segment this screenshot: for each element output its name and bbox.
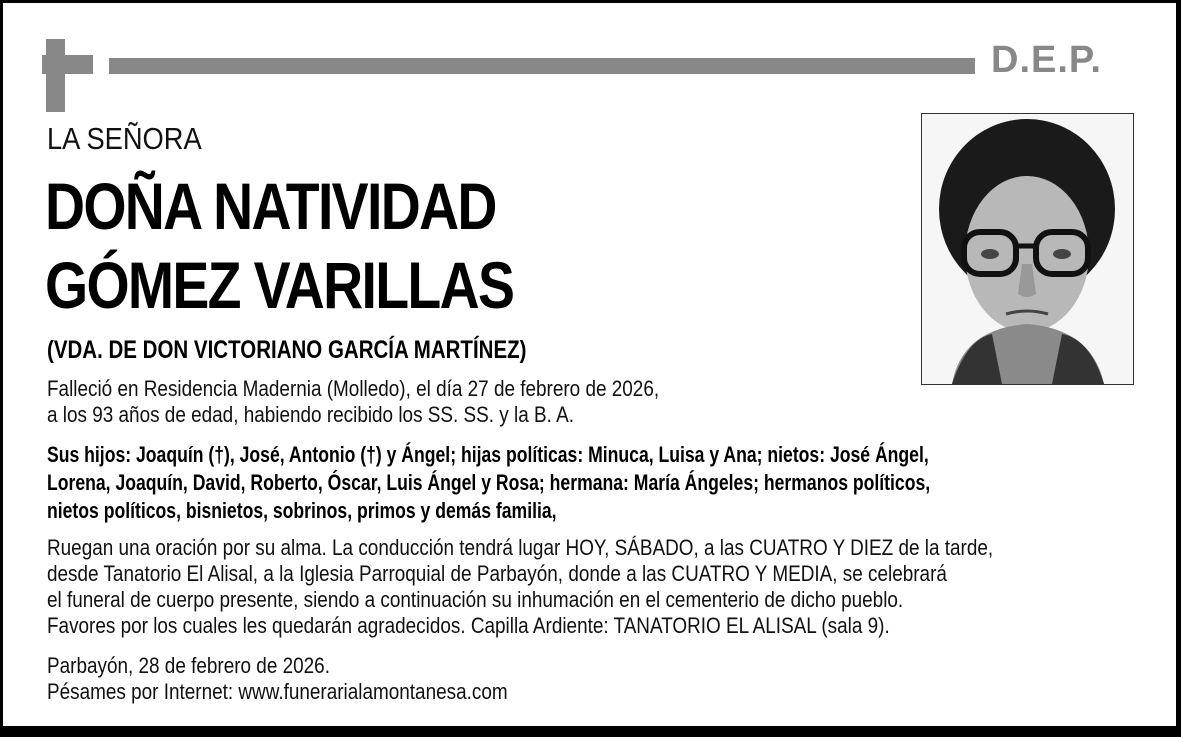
family-line-3: nietos políticos, bisnietos, sobrinos, primos y demás familia, <box>47 498 557 523</box>
service-line-1: Ruegan una oración por su alma. La conducción tendrá lugar HOY, SÁBADO, a las CUATRO Y DIEZ de la tarde, <box>47 535 994 560</box>
condolences-link: Pésames por Internet: www.funerarialamontanesa.com <box>47 679 508 704</box>
family-line-1: Sus hijos: Joaquín (†), José, Antonio (†) y Ángel; hijas políticas: Minuca, Luisa y Ana; nietos: José Ángel, <box>47 442 929 467</box>
deceased-name-line2: GÓMEZ VARILLAS <box>45 248 514 322</box>
widow-of: (VDA. DE DON VICTORIANO GARCÍA MARTÍNEZ) <box>47 336 527 364</box>
cross-icon-bar <box>42 55 93 74</box>
service-line-4: Favores por los cuales les quedarán agradecidos. Capilla Ardiente: TANATORIO EL ALISAL (sala 9). <box>47 613 890 638</box>
deceased-name-line1: DOÑA NATIVIDAD <box>45 169 496 243</box>
service-line-2: desde Tanatorio El Alisal, a la Iglesia Parroquial de Parbayón, donde a las CUATRO Y MEDIA, se celebrará <box>47 561 947 586</box>
family-line-2: Lorena, Joaquín, David, Roberto, Óscar, Luis Ángel y Rosa; hermana: María Ángeles; hermanos políticos, <box>47 470 931 495</box>
header-rule <box>109 58 975 74</box>
death-line-1: Falleció en Residencia Madernia (Molledo), el día 27 de febrero de 2026, <box>47 376 660 401</box>
death-line-2: a los 93 años de edad, habiendo recibido los SS. SS. y la B. A. <box>47 402 574 427</box>
portrait-image <box>922 114 1133 384</box>
portrait-photo <box>921 113 1134 385</box>
cross-icon <box>46 39 65 112</box>
obituary-card <box>3 3 1176 726</box>
dep-label: D.E.P. <box>991 39 1102 81</box>
place-date: Parbayón, 28 de febrero de 2026. <box>47 653 330 678</box>
service-line-3: el funeral de cuerpo presente, siendo a continuación su inhumación en el cementerio de dicho pueblo. <box>47 587 904 612</box>
title-prefix: LA SEÑORA <box>47 121 202 156</box>
